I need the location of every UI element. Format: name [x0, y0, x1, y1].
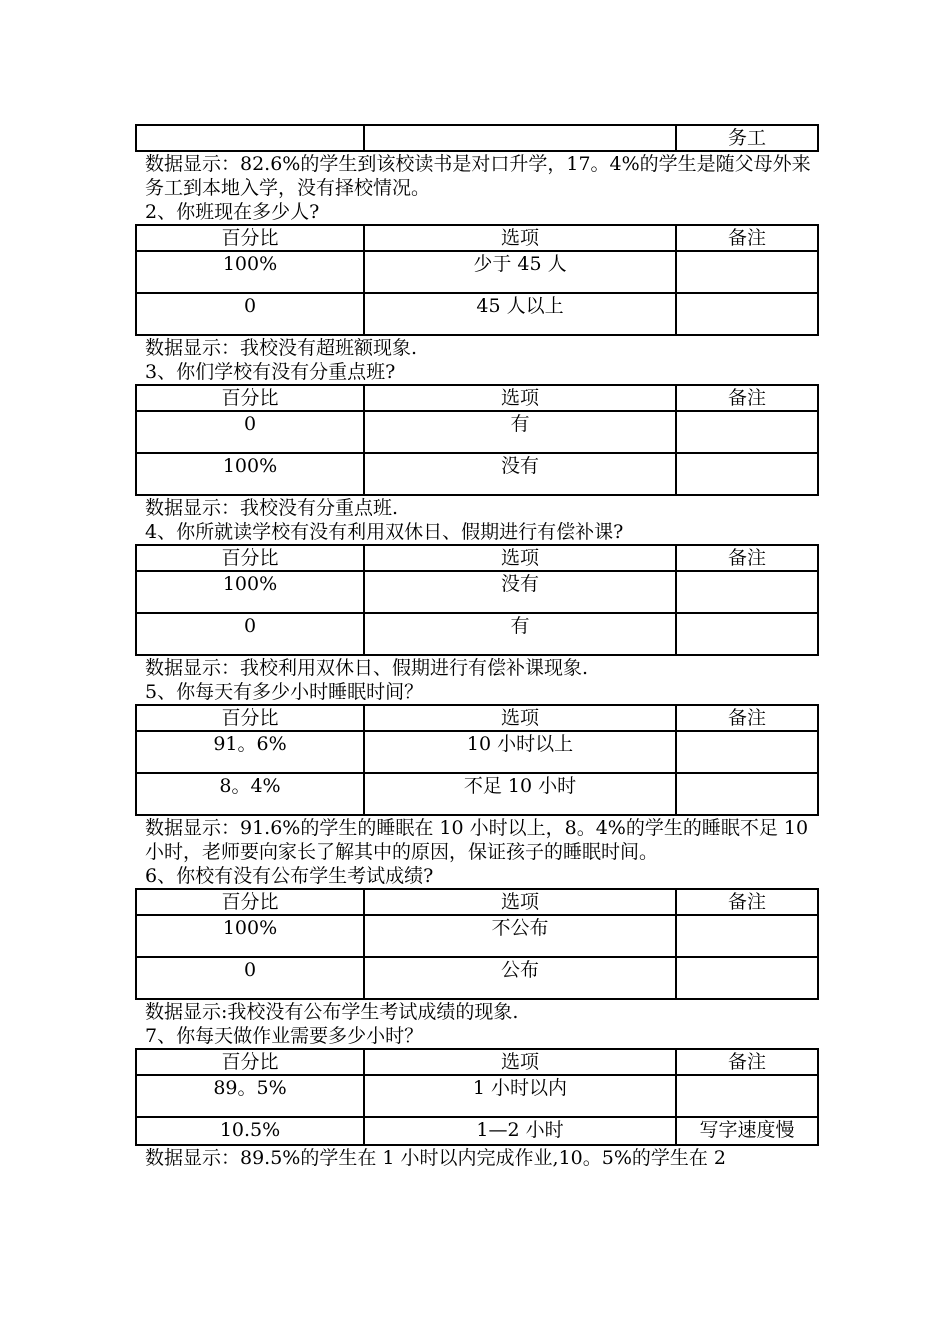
- cell-remark: [676, 571, 818, 613]
- cell-remark: [676, 773, 818, 815]
- header-option: 选项: [364, 1049, 676, 1075]
- cell-percent: 91。6%: [136, 731, 364, 773]
- cell-option: 1—2 小时: [364, 1117, 676, 1145]
- answer-table-6: [135, 888, 819, 1000]
- table-row: [136, 731, 818, 773]
- header-option: 选项: [364, 889, 676, 915]
- table-row: [136, 571, 818, 613]
- cell-remark: [676, 411, 818, 453]
- header-option: 选项: [364, 545, 676, 571]
- cell-remark: [676, 613, 818, 655]
- note-6: 数据显示:我校没有公布学生考试成绩的现象.: [145, 1001, 519, 1023]
- answer-table-4: [135, 544, 819, 656]
- cell-remark: [676, 915, 818, 957]
- answer-table-2: [135, 224, 819, 336]
- header-percent: 百分比: [136, 1049, 364, 1075]
- cell-remark: [676, 293, 818, 335]
- table-cell: 务工: [676, 125, 818, 151]
- cell-option: 不足 10 小时: [364, 773, 676, 815]
- header-option: 选项: [364, 225, 676, 251]
- cell-remark: [676, 957, 818, 999]
- question-4: 4、你所就读学校有没有利用双休日、假期进行有偿补课?: [145, 521, 624, 543]
- note-q1: 数据显示：82.6%的学生到该校读书是对口升学，17。4%的学生是随父母外来务工到本地入学，没有择校情况。: [145, 153, 811, 199]
- question-5: 5、你每天有多少小时睡眠时间？: [145, 681, 424, 703]
- question-2: 2、你班现在多少人?: [145, 201, 320, 223]
- table-row: [136, 613, 818, 655]
- cell-percent: 100%: [136, 251, 364, 293]
- cell-percent: 8。4%: [136, 773, 364, 815]
- table-q1-tail: [135, 124, 819, 152]
- cell-percent: 0: [136, 411, 364, 453]
- question-3: 3、你们学校有没有分重点班?: [145, 361, 396, 383]
- cell-remark: [676, 251, 818, 293]
- cell-remark: 写字速度慢: [676, 1117, 818, 1145]
- header-percent: 百分比: [136, 545, 364, 571]
- cell-percent: 0: [136, 293, 364, 335]
- note-7: 数据显示：89.5%的学生在 1 小时以内完成作业,10。5%的学生在 2: [145, 1147, 727, 1169]
- cell-remark: [676, 731, 818, 773]
- question-7: 7、你每天做作业需要多少小时？: [145, 1025, 424, 1047]
- cell-option: 公布: [364, 957, 676, 999]
- cell-option: 45 人以上: [364, 293, 676, 335]
- cell-percent: 0: [136, 957, 364, 999]
- table-row: [136, 1117, 818, 1145]
- table-cell: [364, 125, 676, 151]
- cell-percent: 10.5%: [136, 1117, 364, 1145]
- cell-percent: 100%: [136, 453, 364, 495]
- table-row: [136, 293, 818, 335]
- header-remark: 备注: [676, 1049, 818, 1075]
- answer-table-3: [135, 384, 819, 496]
- table-row: [136, 411, 818, 453]
- header-percent: 百分比: [136, 889, 364, 915]
- header-remark: 备注: [676, 545, 818, 571]
- cell-percent: 100%: [136, 915, 364, 957]
- cell-option: 没有: [364, 453, 676, 495]
- table-cell: [136, 125, 364, 151]
- cell-remark: [676, 1075, 818, 1117]
- note-5: 数据显示：91.6%的学生的睡眠在 10 小时以上，8。4%的学生的睡眠不足 10 小时，老师要向家长了解其中的原因，保证孩子的睡眠时间。: [145, 817, 809, 863]
- cell-percent: 89。5%: [136, 1075, 364, 1117]
- note-3: 数据显示：我校没有分重点班.: [145, 497, 399, 519]
- cell-option: 不公布: [364, 915, 676, 957]
- header-percent: 百分比: [136, 705, 364, 731]
- note-4: 数据显示：我校利用双休日、假期进行有偿补课现象.: [145, 657, 589, 679]
- table-row: [136, 453, 818, 495]
- answer-table-7: [135, 1048, 819, 1146]
- header-option: 选项: [364, 385, 676, 411]
- cell-percent: 0: [136, 613, 364, 655]
- table-row: [136, 915, 818, 957]
- cell-option: 有: [364, 411, 676, 453]
- header-remark: 备注: [676, 225, 818, 251]
- cell-option: 10 小时以上: [364, 731, 676, 773]
- header-remark: 备注: [676, 385, 818, 411]
- document-page: [135, 124, 817, 1170]
- header-remark: 备注: [676, 705, 818, 731]
- answer-table-5: [135, 704, 819, 816]
- cell-option: 少于 45 人: [364, 251, 676, 293]
- cell-remark: [676, 453, 818, 495]
- survey-sections: [135, 200, 817, 1170]
- cell-option: 没有: [364, 571, 676, 613]
- question-6: 6、你校有没有公布学生考试成绩?: [145, 865, 434, 887]
- cell-option: 有: [364, 613, 676, 655]
- header-remark: 备注: [676, 889, 818, 915]
- header-option: 选项: [364, 705, 676, 731]
- cell-percent: 100%: [136, 571, 364, 613]
- header-percent: 百分比: [136, 225, 364, 251]
- header-percent: 百分比: [136, 385, 364, 411]
- cell-option: 1 小时以内: [364, 1075, 676, 1117]
- note-2: 数据显示：我校没有超班额现象.: [145, 337, 418, 359]
- table-row: [136, 957, 818, 999]
- table-row: [136, 251, 818, 293]
- table-row: [136, 773, 818, 815]
- table-row: [136, 1075, 818, 1117]
